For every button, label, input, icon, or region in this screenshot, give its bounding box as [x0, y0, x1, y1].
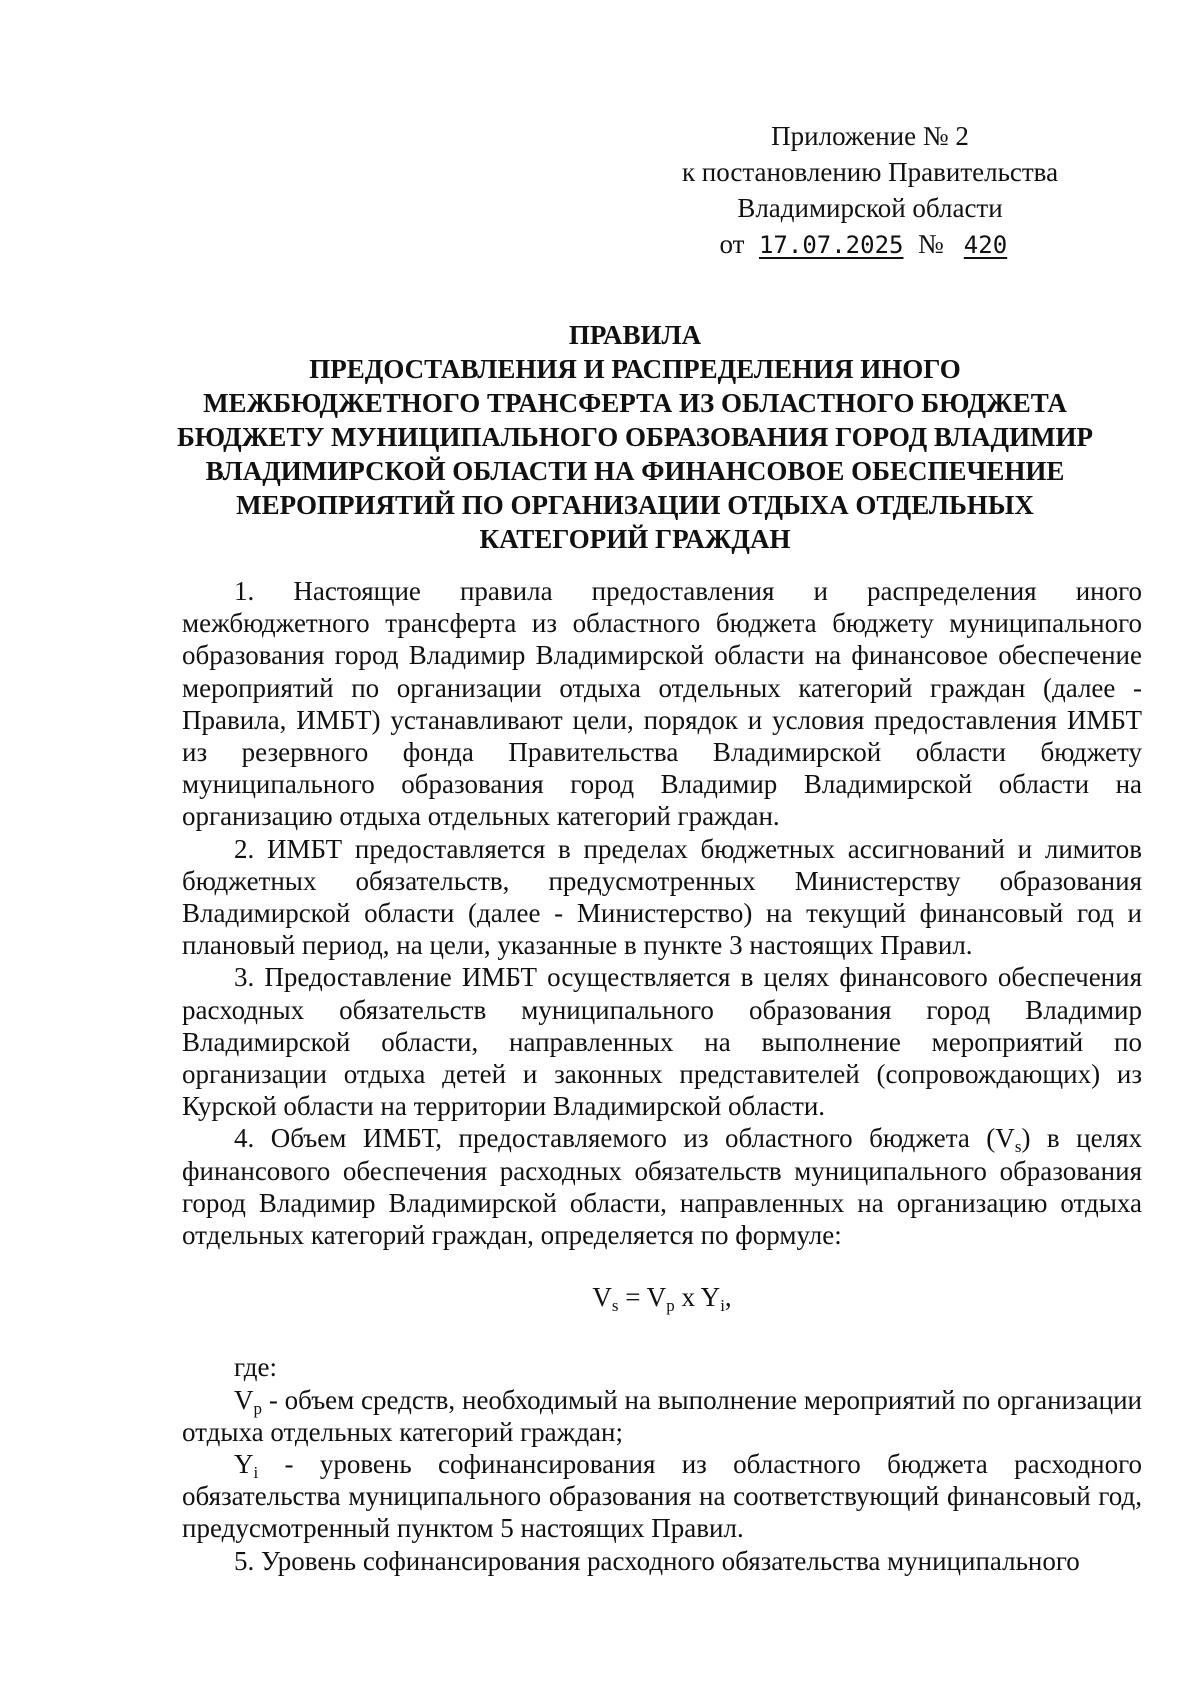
number-prefix: № — [917, 229, 944, 259]
appendix-reference: к постановлению Правительства — [681, 157, 1059, 187]
paragraph-2: 2. ИМБТ предоставляется в пределах бюджетных ассигнований и лимитов бюджетных обязательств, предусмотренных Министерству образования Владимирской области (далее - Министерство) на текущий финансовый год и плановый период, на цели, указанные в пункте 3 настоящих Правил. — [182, 833, 1142, 961]
document-title — [160, 318, 1110, 556]
appendix-header — [660, 118, 1080, 263]
definition-symbol: V — [234, 1384, 254, 1415]
appendix-region: Владимирской области — [737, 193, 1003, 223]
paragraph-4-text-cont: ) в целях финансового обеспечения расходных обязательств муниципального образования город Владимир Владимирской области, направленных на организацию отдыха отдельных категорий граждан, определяется по формуле: — [182, 1123, 1142, 1251]
subscript: i — [253, 1463, 259, 1483]
title-line: ВЛАДИМИРСКОЙ ОБЛАСТИ НА ФИНАНСОВОЕ ОБЕСПЕЧЕНИЕ — [205, 456, 1065, 486]
title-line: МЕРОПРИЯТИЙ ПО ОРГАНИЗАЦИИ ОТДЫХА ОТДЕЛЬНЫХ — [236, 490, 1034, 520]
definition-yi — [182, 1448, 1142, 1545]
subscript: s — [1014, 1137, 1022, 1157]
definition-text: - уровень софинансирования из областного бюджета расходного обязательства муниципального образования на соответствующий финансовый год, предусмотренный пунктом 5 настоящих Правил. — [182, 1449, 1142, 1544]
formula-symbol: , — [724, 1282, 732, 1313]
subscript: s — [611, 1296, 619, 1316]
formula-symbol: = V — [618, 1282, 667, 1313]
document-body — [182, 575, 1142, 1577]
title-line: ПРАВИЛА — [568, 320, 702, 350]
title-line: КАТЕГОРИЙ ГРАЖДАН — [479, 524, 791, 554]
formula-symbol: x Y — [674, 1282, 721, 1313]
where-label: где: — [234, 1352, 277, 1383]
subscript: i — [720, 1296, 725, 1316]
title-line: МЕЖБЮДЖЕТНОГО ТРАНСФЕРТА ИЗ ОБЛАСТНОГО БЮДЖЕТА — [203, 388, 1067, 418]
resolution-date: 17.07.2025 — [758, 231, 904, 259]
definition-text: - объем средств, необходимый на выполнение мероприятий по организации отдыха отдельных категорий граждан; — [182, 1384, 1142, 1447]
paragraph-5: 5. Уровень софинансирования расходного обязательства муниципального — [234, 1545, 1080, 1576]
subscript: p — [666, 1296, 675, 1316]
paragraph-1: 1. Настоящие правила предоставления и распределения иного межбюджетного трансферта из областного бюджета бюджету муниципального образования город Владимир Владимирской области на финансовое обеспечение мероприятий по организации отдыха отдельных категорий граждан (далее - Правила, ИМБТ) устанавливают цели, порядок и условия предоставления ИМБТ из резервного фонда Правительства Владимирской области бюджету муниципального образования город Владимир Владимирской области на организацию отдыха отдельных категорий граждан. — [182, 576, 1142, 832]
appendix-date-line — [660, 226, 1080, 263]
formula — [182, 1281, 1142, 1316]
paragraph-4 — [182, 1122, 1142, 1251]
title-line: БЮДЖЕТУ МУНИЦИПАЛЬНОГО ОБРАЗОВАНИЯ ГОРОД ВЛАДИМИР — [176, 422, 1094, 452]
appendix-number: Приложение № 2 — [771, 121, 969, 151]
paragraph-4-text: 4. Объем ИМБТ, предоставляемого из областного бюджета (V — [234, 1123, 1015, 1154]
date-prefix: от — [719, 229, 745, 259]
definition-vp — [182, 1384, 1142, 1448]
subscript: p — [253, 1398, 262, 1418]
formula-symbol: V — [592, 1282, 612, 1313]
title-line: ПРЕДОСТАВЛЕНИЯ И РАСПРЕДЕЛЕНИЯ ИНОГО — [309, 354, 961, 384]
definition-symbol: Y — [234, 1449, 254, 1480]
resolution-number: 420 — [963, 231, 1008, 259]
paragraph-3: 3. Предоставление ИМБТ осуществляется в целях финансового обеспечения расходных обязательств муниципального образования город Владимир Владимирской области, направленных на выполнение мероприятий по организации отдыха детей и законных представителей (сопровождающих) из Курской области на территории Владимирской области. — [182, 962, 1142, 1122]
